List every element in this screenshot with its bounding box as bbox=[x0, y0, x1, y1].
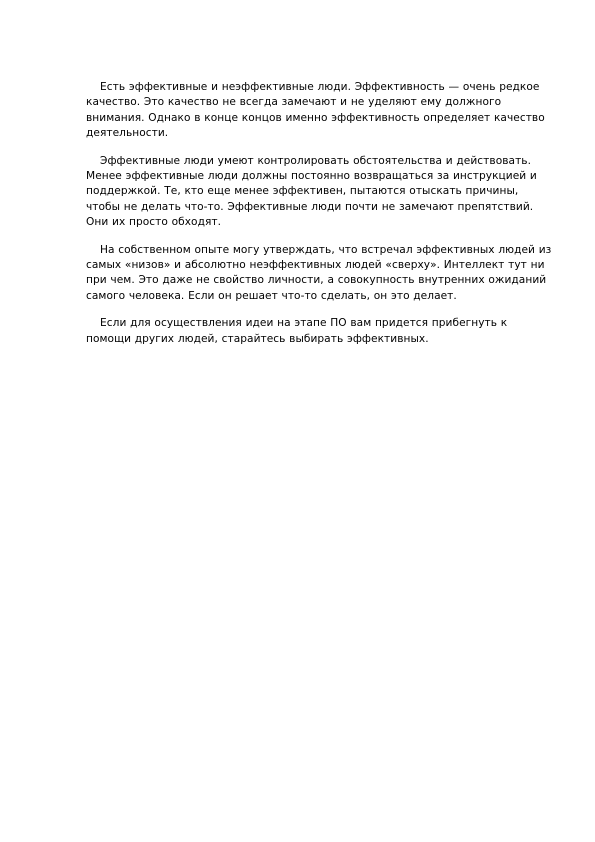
paragraph-4: Если для осуществления идеи на этапе ПО вам придется прибегнуть к помощи других людей, старайтесь выбирать эффективных. bbox=[86, 317, 508, 345]
paragraph-3: На собственном опыте могу утверждать, что встречал эффективных людей из самых «низов» и абсолютно неэффективных людей «сверху». Интеллект тут ни при чем. Это даже не свойство личности, а совокупность внутренних ожиданий самого человека. Если он решает что-то сделать, он это делает. bbox=[86, 243, 552, 302]
document-body bbox=[86, 80, 552, 359]
paragraph-2: Эффективные люди умеют контролировать обстоятельства и действовать. Менее эффективные люди должны постоянно возвращаться за инструкцией и поддержкой. Те, кто еще менее эффективен, пытаются отыскать причины, чтобы не делать что-то. Эффективные люди почти не замечают препятствий. Они их просто обходят. bbox=[86, 154, 537, 229]
paragraph-1: Есть эффективные и неэффективные люди. Эффективность — очень редкое качество. Это качество не всегда замечают и не уделяют ему должного внимания. Однако в конце концов именно эффективность определяет качество деятельности. bbox=[86, 81, 545, 140]
